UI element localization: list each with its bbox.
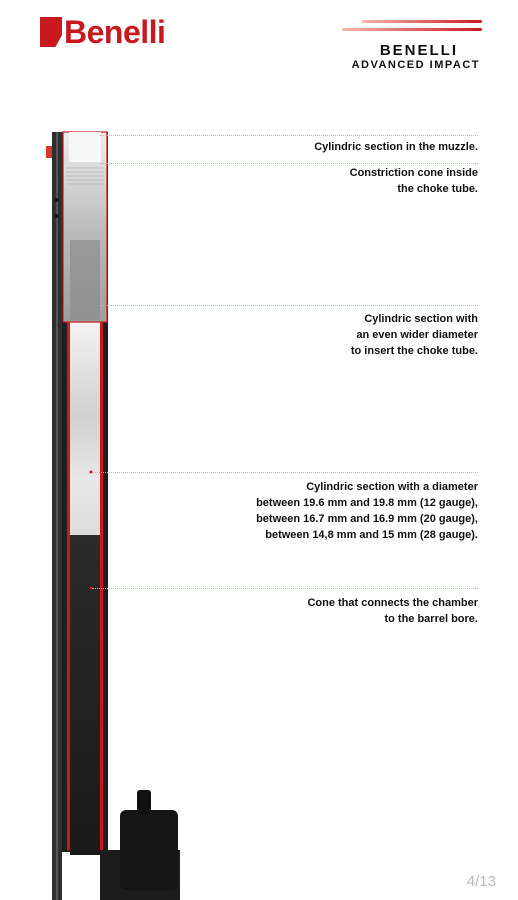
chamber	[70, 535, 100, 855]
barrel-bore	[70, 320, 100, 535]
caption-line: Constriction cone inside	[349, 167, 478, 179]
magazine-cap	[120, 810, 178, 890]
page-indicator: 4/13	[466, 873, 496, 890]
caption-constriction-cone	[350, 165, 478, 197]
caption-forcing-cone	[307, 595, 478, 627]
caption-line: between 14,8 mm and 15 mm (28 gauge).	[265, 529, 478, 541]
choke-inner	[70, 240, 100, 320]
rib-screw	[55, 198, 59, 202]
muzzle-ring	[69, 132, 101, 162]
caption-line: Cylindric section in the muzzle.	[314, 141, 478, 153]
caption-line: the choke tube.	[397, 183, 478, 195]
front-sight	[46, 146, 52, 158]
caption-line: to insert the choke tube.	[350, 345, 478, 357]
caption-line: Cone that connects the chamber	[307, 597, 478, 609]
badge-subtitle: ADVANCED IMPACT	[351, 59, 480, 71]
leader-line	[100, 135, 478, 136]
caption-line: between 19.6 mm and 19.8 mm (12 gauge),	[256, 497, 478, 509]
leader-line	[100, 163, 478, 164]
leader-line	[92, 472, 478, 473]
caption-line: between 16.7 mm and 16.9 mm (20 gauge),	[256, 513, 478, 525]
caption-choke-insert-section	[351, 311, 478, 359]
caption-line: Cylindric section with	[364, 313, 478, 325]
caption-line: Cylindric section with a diameter	[306, 481, 478, 493]
badge-title: BENELLI	[379, 42, 458, 59]
caption-line: to the barrel bore.	[384, 613, 478, 625]
caption-line: an even wider diameter	[356, 329, 478, 341]
benelli-logo-text: Benelli	[64, 14, 166, 50]
barrel-rib-edge	[56, 132, 58, 900]
caption-bore-diameter	[256, 479, 478, 543]
leader-line	[100, 305, 478, 306]
leader-line	[92, 588, 478, 589]
caption-muzzle	[314, 139, 478, 155]
magazine-cap-knob	[137, 790, 151, 814]
rib-screw	[55, 214, 59, 218]
